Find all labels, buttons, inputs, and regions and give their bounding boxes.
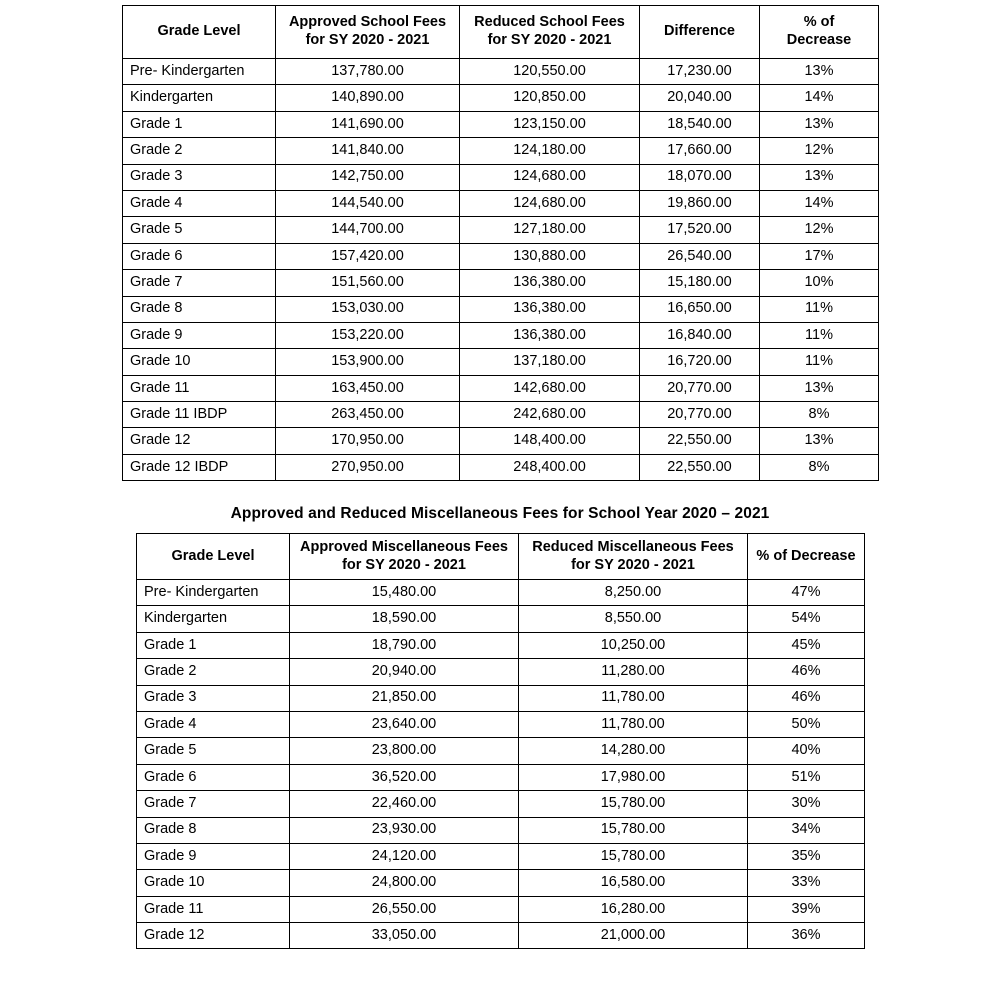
table-row	[123, 111, 879, 137]
value-cell: 14%	[760, 85, 879, 111]
school-fees-header-0	[123, 6, 276, 59]
value-cell: 11,780.00	[519, 685, 748, 711]
header-line-1: Grade Level	[157, 23, 241, 40]
school-fees-table	[122, 5, 879, 481]
value-cell: 22,550.00	[640, 454, 760, 480]
table-row	[123, 138, 879, 164]
value-cell: 144,540.00	[276, 190, 460, 216]
table-row	[137, 896, 865, 922]
table-row	[123, 296, 879, 322]
value-cell: 151,560.00	[276, 270, 460, 296]
value-cell: 30%	[748, 791, 865, 817]
table-row	[137, 711, 865, 737]
value-cell: 17,520.00	[640, 217, 760, 243]
table-row	[123, 428, 879, 454]
header-line-1: % of	[803, 14, 835, 31]
header-line-1: Difference	[664, 23, 735, 40]
header-line-1: Approved School Fees	[288, 14, 447, 31]
table-row	[137, 791, 865, 817]
value-cell: 15,180.00	[640, 270, 760, 296]
value-cell: 20,770.00	[640, 375, 760, 401]
value-cell: 15,780.00	[519, 791, 748, 817]
value-cell: 17,660.00	[640, 138, 760, 164]
value-cell: 137,780.00	[276, 59, 460, 85]
value-cell: 123,150.00	[460, 111, 640, 137]
value-cell: 11%	[760, 296, 879, 322]
value-cell: 16,720.00	[640, 349, 760, 375]
value-cell: 13%	[760, 375, 879, 401]
value-cell: 36,520.00	[290, 764, 519, 790]
header-line-1: % of Decrease	[756, 547, 856, 564]
misc-fees-section-title: Approved and Reduced Miscellaneous Fees for School Year 2020 – 2021	[230, 505, 770, 522]
table-row	[137, 659, 865, 685]
table-row	[123, 217, 879, 243]
value-cell: 22,460.00	[290, 791, 519, 817]
value-cell: 23,640.00	[290, 711, 519, 737]
value-cell: 35%	[748, 843, 865, 869]
value-cell: 21,850.00	[290, 685, 519, 711]
value-cell: 130,880.00	[460, 243, 640, 269]
header-line-1: Grade Level	[171, 547, 255, 564]
value-cell: 36%	[748, 923, 865, 949]
value-cell: 11,280.00	[519, 659, 748, 685]
grade-level-cell: Grade 1	[123, 111, 276, 137]
value-cell: 18,540.00	[640, 111, 760, 137]
value-cell: 54%	[748, 606, 865, 632]
school-fees-header-4	[760, 6, 879, 59]
value-cell: 50%	[748, 711, 865, 737]
value-cell: 46%	[748, 659, 865, 685]
value-cell: 33%	[748, 870, 865, 896]
value-cell: 12%	[760, 217, 879, 243]
school-fees-table-body	[123, 59, 879, 481]
grade-level-cell: Grade 12 IBDP	[123, 454, 276, 480]
grade-level-cell: Kindergarten	[123, 85, 276, 111]
table-header-row	[137, 534, 865, 580]
header-line-2: for SY 2020 - 2021	[571, 556, 695, 573]
header-line-1: Reduced School Fees	[474, 14, 625, 31]
value-cell: 16,280.00	[519, 896, 748, 922]
value-cell: 18,070.00	[640, 164, 760, 190]
grade-level-cell: Grade 7	[123, 270, 276, 296]
header-line-2: for SY 2020 - 2021	[305, 32, 430, 48]
value-cell: 16,840.00	[640, 322, 760, 348]
value-cell: 153,220.00	[276, 322, 460, 348]
value-cell: 157,420.00	[276, 243, 460, 269]
value-cell: 142,680.00	[460, 375, 640, 401]
value-cell: 47%	[748, 580, 865, 606]
header-line-2: Decrease	[786, 32, 852, 48]
value-cell: 13%	[760, 428, 879, 454]
value-cell: 136,380.00	[460, 270, 640, 296]
grade-level-cell: Grade 11	[123, 375, 276, 401]
grade-level-cell: Grade 8	[123, 296, 276, 322]
value-cell: 11%	[760, 322, 879, 348]
table-row	[137, 580, 865, 606]
value-cell: 127,180.00	[460, 217, 640, 243]
grade-level-cell: Grade 2	[137, 659, 290, 685]
value-cell: 8,550.00	[519, 606, 748, 632]
table-row	[137, 738, 865, 764]
value-cell: 39%	[748, 896, 865, 922]
value-cell: 242,680.00	[460, 402, 640, 428]
table-row	[123, 164, 879, 190]
grade-level-cell: Grade 2	[123, 138, 276, 164]
value-cell: 170,950.00	[276, 428, 460, 454]
value-cell: 24,800.00	[290, 870, 519, 896]
grade-level-cell: Grade 12	[123, 428, 276, 454]
header-line-1: Reduced Miscellaneous Fees	[532, 538, 734, 555]
value-cell: 26,550.00	[290, 896, 519, 922]
value-cell: 17,980.00	[519, 764, 748, 790]
grade-level-cell: Grade 4	[123, 190, 276, 216]
table-row	[123, 59, 879, 85]
value-cell: 263,450.00	[276, 402, 460, 428]
value-cell: 8%	[760, 402, 879, 428]
value-cell: 17%	[760, 243, 879, 269]
value-cell: 16,650.00	[640, 296, 760, 322]
grade-level-cell: Grade 11 IBDP	[123, 402, 276, 428]
value-cell: 136,380.00	[460, 296, 640, 322]
value-cell: 140,890.00	[276, 85, 460, 111]
grade-level-cell: Grade 8	[137, 817, 290, 843]
value-cell: 163,450.00	[276, 375, 460, 401]
value-cell: 18,590.00	[290, 606, 519, 632]
value-cell: 144,700.00	[276, 217, 460, 243]
value-cell: 40%	[748, 738, 865, 764]
grade-level-cell: Grade 9	[123, 322, 276, 348]
value-cell: 13%	[760, 164, 879, 190]
grade-level-cell: Pre- Kindergarten	[123, 59, 276, 85]
table-row	[137, 870, 865, 896]
value-cell: 20,770.00	[640, 402, 760, 428]
table-row	[137, 764, 865, 790]
grade-level-cell: Grade 11	[137, 896, 290, 922]
grade-level-cell: Kindergarten	[137, 606, 290, 632]
value-cell: 270,950.00	[276, 454, 460, 480]
value-cell: 45%	[748, 632, 865, 658]
school-fees-header-1	[276, 6, 460, 59]
table-row	[137, 843, 865, 869]
value-cell: 11,780.00	[519, 711, 748, 737]
value-cell: 8%	[760, 454, 879, 480]
table-row	[123, 270, 879, 296]
value-cell: 10%	[760, 270, 879, 296]
value-cell: 15,480.00	[290, 580, 519, 606]
header-line-2: for SY 2020 - 2021	[342, 556, 466, 573]
value-cell: 153,030.00	[276, 296, 460, 322]
value-cell: 20,040.00	[640, 85, 760, 111]
value-cell: 14,280.00	[519, 738, 748, 764]
value-cell: 248,400.00	[460, 454, 640, 480]
value-cell: 124,180.00	[460, 138, 640, 164]
value-cell: 33,050.00	[290, 923, 519, 949]
school-fees-table-head	[123, 6, 879, 59]
misc-fees-header-0	[137, 534, 290, 580]
misc-fees-table-head	[137, 534, 865, 580]
school-fees-header-2	[460, 6, 640, 59]
grade-level-cell: Grade 1	[137, 632, 290, 658]
value-cell: 21,000.00	[519, 923, 748, 949]
value-cell: 141,690.00	[276, 111, 460, 137]
table-row	[123, 402, 879, 428]
header-line-2: for SY 2020 - 2021	[487, 32, 612, 48]
table-row	[123, 375, 879, 401]
table-row	[137, 923, 865, 949]
table-row	[137, 685, 865, 711]
misc-fees-header-1	[290, 534, 519, 580]
value-cell: 34%	[748, 817, 865, 843]
table-row	[123, 85, 879, 111]
value-cell: 137,180.00	[460, 349, 640, 375]
table-row	[137, 817, 865, 843]
table-row	[123, 190, 879, 216]
value-cell: 12%	[760, 138, 879, 164]
value-cell: 15,780.00	[519, 817, 748, 843]
value-cell: 141,840.00	[276, 138, 460, 164]
value-cell: 13%	[760, 59, 879, 85]
value-cell: 46%	[748, 685, 865, 711]
value-cell: 24,120.00	[290, 843, 519, 869]
misc-fees-table-body	[137, 580, 865, 949]
grade-level-cell: Grade 6	[123, 243, 276, 269]
value-cell: 23,800.00	[290, 738, 519, 764]
grade-level-cell: Grade 9	[137, 843, 290, 869]
grade-level-cell: Grade 10	[137, 870, 290, 896]
table-row	[123, 454, 879, 480]
value-cell: 20,940.00	[290, 659, 519, 685]
grade-level-cell: Grade 3	[123, 164, 276, 190]
value-cell: 8,250.00	[519, 580, 748, 606]
value-cell: 148,400.00	[460, 428, 640, 454]
table-header-row	[123, 6, 879, 59]
grade-level-cell: Grade 5	[123, 217, 276, 243]
table-row	[137, 632, 865, 658]
misc-fees-header-2	[519, 534, 748, 580]
table-row	[123, 349, 879, 375]
grade-level-cell: Grade 3	[137, 685, 290, 711]
value-cell: 142,750.00	[276, 164, 460, 190]
misc-fees-header-3	[748, 534, 865, 580]
grade-level-cell: Grade 6	[137, 764, 290, 790]
grade-level-cell: Grade 4	[137, 711, 290, 737]
value-cell: 153,900.00	[276, 349, 460, 375]
value-cell: 18,790.00	[290, 632, 519, 658]
misc-fees-table	[136, 533, 865, 949]
value-cell: 15,780.00	[519, 843, 748, 869]
grade-level-cell: Grade 7	[137, 791, 290, 817]
value-cell: 26,540.00	[640, 243, 760, 269]
value-cell: 23,930.00	[290, 817, 519, 843]
value-cell: 16,580.00	[519, 870, 748, 896]
value-cell: 124,680.00	[460, 164, 640, 190]
value-cell: 19,860.00	[640, 190, 760, 216]
value-cell: 10,250.00	[519, 632, 748, 658]
value-cell: 13%	[760, 111, 879, 137]
table-row	[137, 606, 865, 632]
value-cell: 120,550.00	[460, 59, 640, 85]
value-cell: 14%	[760, 190, 879, 216]
school-fees-header-3	[640, 6, 760, 59]
header-line-1: Approved Miscellaneous Fees	[300, 538, 508, 555]
value-cell: 22,550.00	[640, 428, 760, 454]
value-cell: 120,850.00	[460, 85, 640, 111]
table-row	[123, 243, 879, 269]
grade-level-cell: Grade 12	[137, 923, 290, 949]
grade-level-cell: Pre- Kindergarten	[137, 580, 290, 606]
value-cell: 51%	[748, 764, 865, 790]
value-cell: 124,680.00	[460, 190, 640, 216]
value-cell: 11%	[760, 349, 879, 375]
table-row	[123, 322, 879, 348]
grade-level-cell: Grade 5	[137, 738, 290, 764]
grade-level-cell: Grade 10	[123, 349, 276, 375]
value-cell: 136,380.00	[460, 322, 640, 348]
value-cell: 17,230.00	[640, 59, 760, 85]
